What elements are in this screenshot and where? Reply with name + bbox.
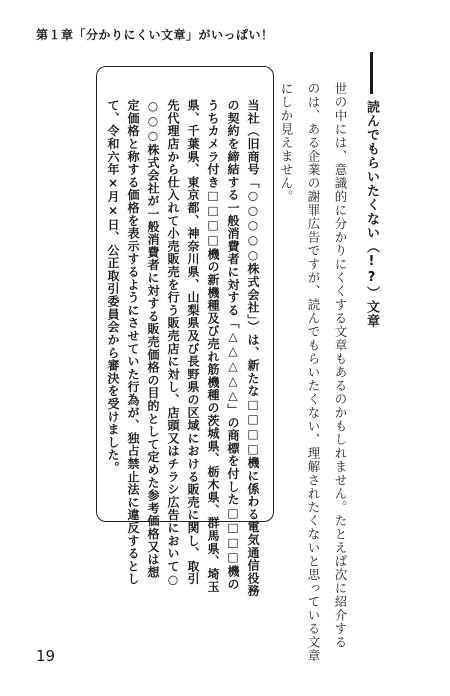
paragraph-line: のは、ある企業の謝罪広告ですが、読んでもらいたくない、理解されたくないと思っている文章: [306, 82, 321, 663]
heading-dash: [370, 52, 373, 94]
notice-line: うちカメラ付き□□□□機の新機種及び売れ筋機種の茨城県、栃木県、群馬県、埼玉: [206, 99, 220, 594]
notice-line: 県、千葉県、東京都、神奈川県、山梨県及び長野県の区域における販売に関し、取引: [186, 99, 200, 586]
paragraph-line: 世の中には、意識的に分かりにくくする文章もあるのかもしれません。たとえば次に紹介する: [333, 82, 348, 649]
notice-line: 当社（旧商号「○○○○○株式会社」）は、新たな□□□□機に係わる電気通信役務: [246, 99, 260, 598]
notice-line: の契約を締結する一般消費者に対する「△△△△△」の商標を付した□□□□機の: [226, 99, 240, 591]
notice-box: [96, 66, 274, 598]
section-heading-text: 読んでもらいたくない（!?）文章: [364, 100, 379, 328]
paragraph-line: にしか見えません。: [279, 82, 294, 204]
notice-line: 定価格と称する価格を表示するようにさせていた行為が、独占禁止法に違反するとし: [126, 99, 140, 586]
running-header: 第１章「分かりにくい文章」がいっぱい！: [36, 28, 274, 42]
page-number: 19: [36, 647, 56, 665]
notice-line: ○○○株式会社が一般消費者に対する販売価格の目的として定めた参考価格又は想: [146, 99, 160, 579]
notice-line: 先代理店から仕入れて小売販売を行う販売店に対し、店頭又はチラシ広告において○: [166, 99, 180, 588]
section-heading: [365, 52, 378, 328]
notice-line: て、令和六年×月×日、公正取引委員会から審決を受けました。: [106, 99, 120, 475]
